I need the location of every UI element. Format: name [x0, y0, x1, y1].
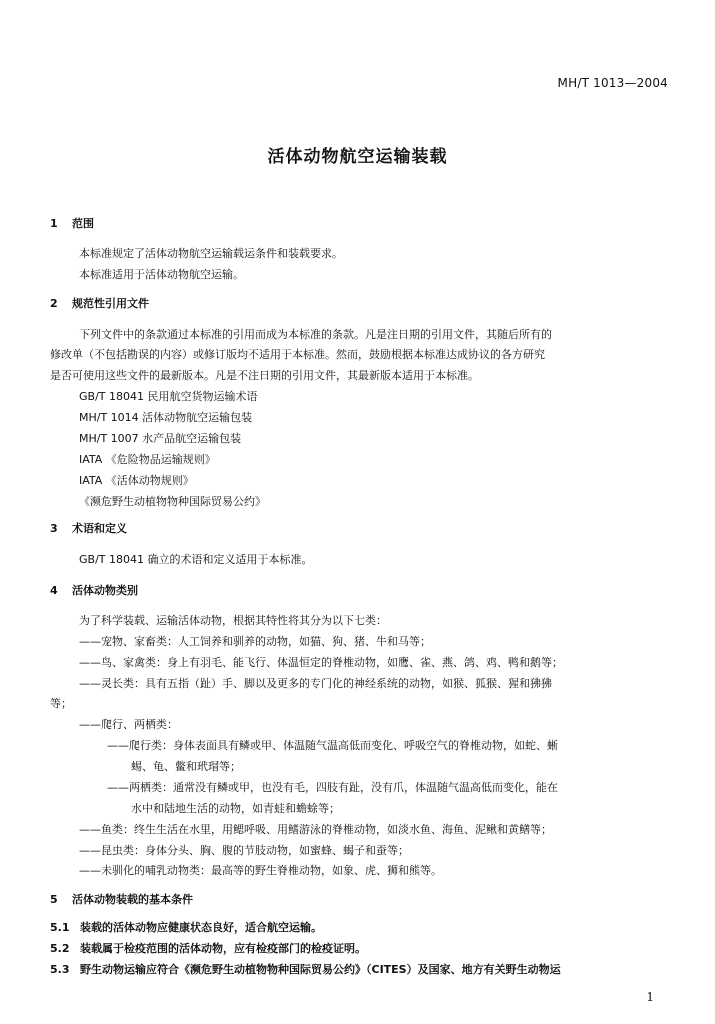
section-5-heading	[50, 893, 193, 907]
section-2-heading	[50, 297, 149, 311]
section-number: 3	[50, 522, 58, 535]
clause-number: 5.3	[50, 963, 70, 976]
list-line: ——鱼类：终生生活在水里，用鳃呼吸、用鳍游泳的脊椎动物，如淡水鱼、海鱼、泥鳅和黄鳝等；	[79, 823, 552, 836]
reference-item: 《濒危野生动植物物种国际贸易公约》	[79, 495, 266, 508]
paragraph-line: 下列文件中的条款通过本标准的引用而成为本标准的条款。凡是注日期的引用文件，其随后所有的	[79, 328, 552, 341]
document-code: MH/T 1013—2004	[557, 76, 668, 90]
section-title: 范围	[72, 217, 94, 230]
clause-text: 装载的活体动物应健康状态良好，适合航空运输。	[80, 921, 322, 934]
list-line: ——两栖类：通常没有鳞或甲，也没有毛，四肢有趾，没有爪，体温随气温高低而变化，能在	[107, 781, 558, 794]
section-1-heading	[50, 217, 94, 231]
page-number: 1	[646, 990, 654, 1004]
section-4-heading	[50, 584, 138, 598]
section-number: 1	[50, 217, 58, 230]
section-number: 5	[50, 893, 58, 906]
section-title: 活体动物类别	[72, 584, 138, 597]
section-number: 4	[50, 584, 58, 597]
clause-5-2	[50, 942, 366, 956]
paragraph: 本标准适用于活体动物航空运输。	[79, 268, 244, 281]
section-number: 2	[50, 297, 58, 310]
list-line: ——宠物、家畜类：人工饲养和驯养的动物，如猫、狗、猪、牛和马等；	[79, 635, 431, 648]
document-title: 活体动物航空运输装载	[267, 147, 448, 167]
list-line: ——爬行、两栖类：	[79, 718, 178, 731]
section-3-heading	[50, 522, 127, 536]
section-title: 活体动物装载的基本条件	[72, 893, 193, 906]
list-line: 等；	[50, 697, 72, 710]
reference-item: IATA 《活体动物规则》	[79, 474, 194, 487]
reference-item: MH/T 1014 活体动物航空运输包装	[79, 411, 253, 424]
paragraph: GB/T 18041 确立的术语和定义适用于本标准。	[79, 553, 313, 566]
clause-number: 5.2	[50, 942, 70, 955]
list-line: ——灵长类：具有五指（趾）手、脚以及更多的专门化的神经系统的动物，如猴、狐猴、猩和狒狒	[79, 677, 552, 690]
clause-text: 野生动物运输应符合《濒危野生动植物物种国际贸易公约》（CITES）及国家、地方有关野生动物运	[80, 963, 561, 976]
section-title: 规范性引用文件	[72, 297, 149, 310]
reference-item: IATA 《危险物品运输规则》	[79, 453, 216, 466]
reference-item: MH/T 1007 水产品航空运输包装	[79, 432, 242, 445]
list-line: ——昆虫类：身体分头、胸、腹的节肢动物，如蜜蜂、蝎子和蚕等；	[79, 844, 409, 857]
list-line: 蜴、龟、鳖和玳瑁等；	[131, 760, 241, 773]
list-line: ——爬行类：身体表面具有鳞或甲、体温随气温高低而变化、呼吸空气的脊椎动物，如蛇、蜥	[107, 739, 558, 752]
paragraph: 本标准规定了活体动物航空运输载运条件和装载要求。	[79, 247, 343, 260]
section-title: 术语和定义	[72, 522, 127, 535]
reference-item: GB/T 18041 民用航空货物运输术语	[79, 390, 258, 403]
clause-5-3	[50, 963, 561, 977]
paragraph-line: 是否可使用这些文件的最新版本。凡是不注日期的引用文件，其最新版本适用于本标准。	[50, 369, 479, 382]
clause-5-1	[50, 921, 322, 935]
list-line: 为了科学装载、运输活体动物，根据其特性将其分为以下七类：	[79, 614, 387, 627]
list-line: ——未驯化的哺乳动物类：最高等的野生脊椎动物，如象、虎、狮和熊等。	[79, 864, 442, 877]
list-line: ——鸟、家禽类：身上有羽毛、能飞行、体温恒定的脊椎动物，如鹰、雀、燕、鸽、鸡、鸭和鹅等；	[79, 656, 563, 669]
clause-text: 装载属于检疫范围的活体动物，应有检疫部门的检疫证明。	[80, 942, 366, 955]
paragraph-line: 修改单（不包括勘误的内容）或修订版均不适用于本标准。然而，鼓励根据本标准达成协议的各方研究	[50, 348, 545, 361]
list-line: 水中和陆地生活的动物，如青蛙和蟾蜍等；	[131, 802, 340, 815]
clause-number: 5.1	[50, 921, 70, 934]
